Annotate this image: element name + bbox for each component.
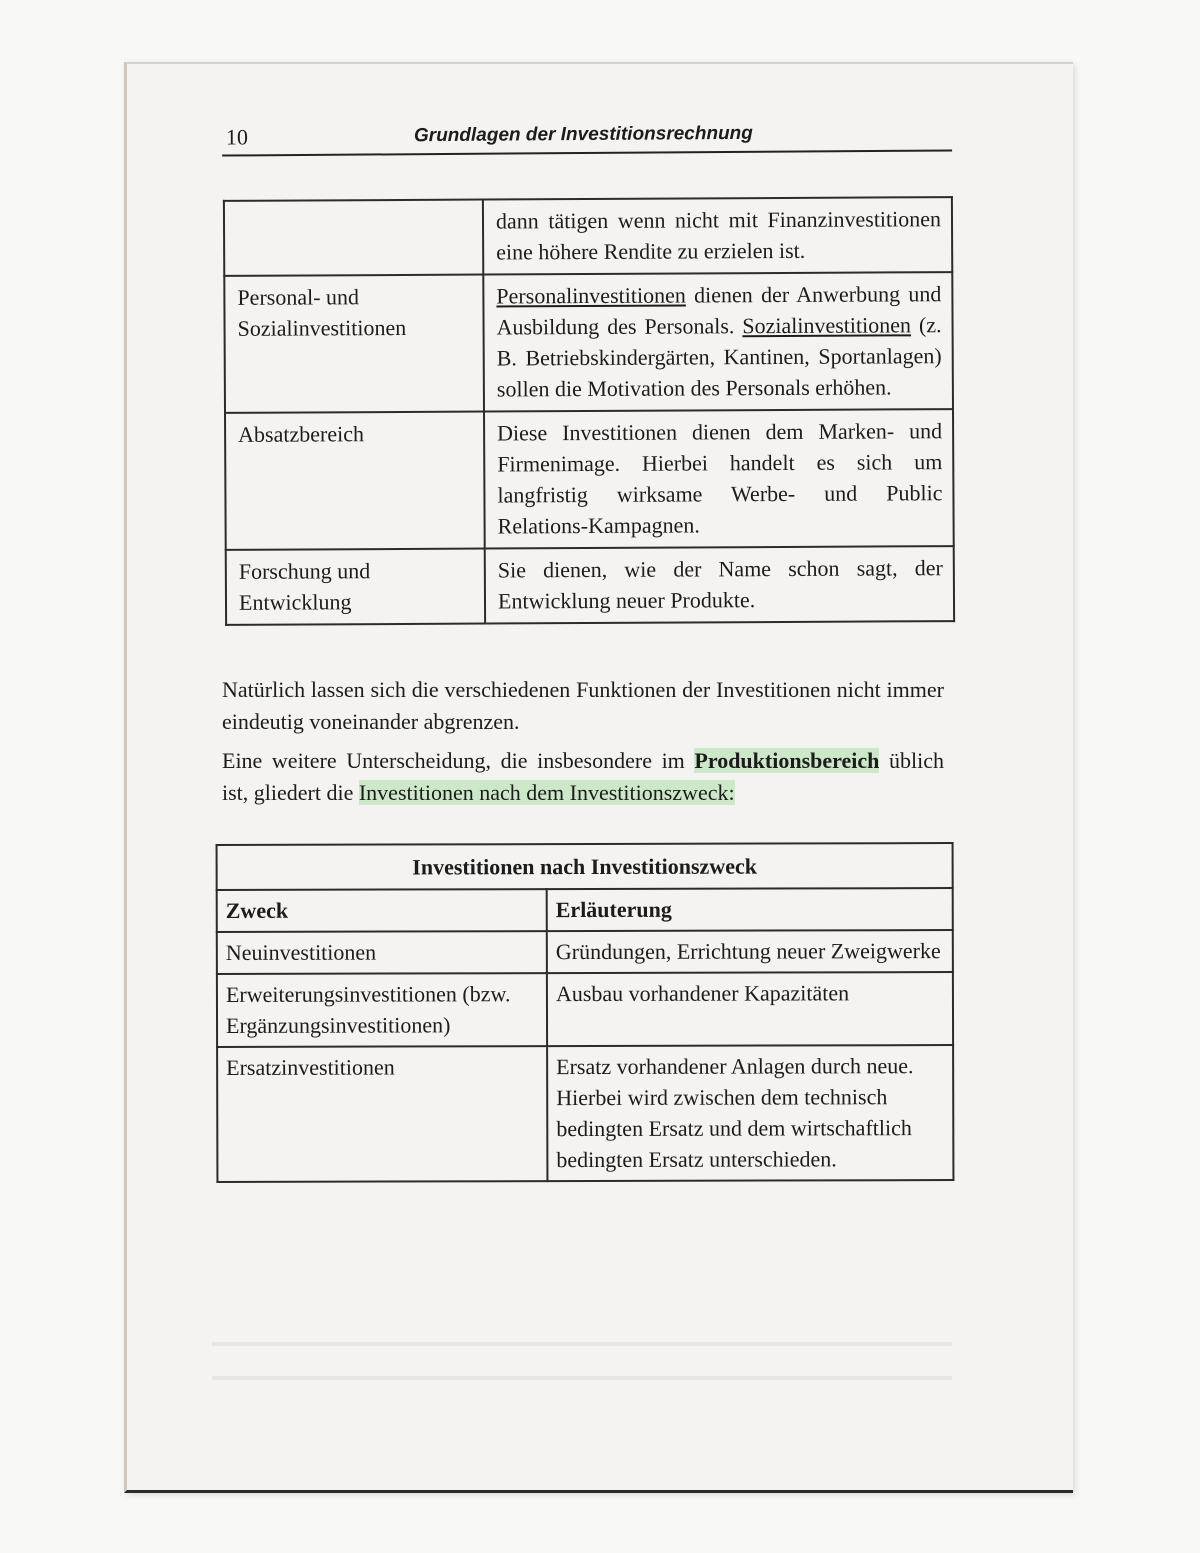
- column-header-erlaeuterung: Erläuterung: [547, 888, 953, 931]
- functions-table: [223, 196, 955, 626]
- table-header-row: [217, 888, 953, 932]
- table-row: [225, 409, 954, 550]
- running-title: Grundlagen der Investitionsrechnung: [413, 122, 753, 147]
- table-cell-term: Personal- und Sozialinvestitionen: [224, 275, 484, 413]
- underlined-term: Personalinvestitionen: [496, 282, 686, 309]
- table-cell-erlaeuterung: Ersatz vorhandener Anlagen durch neue. Hierbei wird zwischen dem technisch bedingten Ersatz und dem wirtschaftlich bedingten Ersatz unterschieden.: [547, 1045, 953, 1181]
- table-cell-desc: Diese Investitionen dienen dem Marken- und Firmenimage. Hierbei handelt es sich um langfristig wirksame Werbe- und Public Relations-Kampagnen.: [484, 409, 954, 548]
- table-cell-erlaeuterung: Ausbau vorhandener Kapazitäten: [547, 972, 953, 1046]
- paragraph-text: üblich ist, gliedert die: [222, 748, 944, 805]
- table-cell-zweck: Erweiterungsinvestitionen (bzw. Ergänzungsinvestitionen): [217, 973, 547, 1047]
- bold-highlighted-term: Produktionsbereich: [694, 748, 880, 773]
- paragraph-2: [222, 745, 944, 809]
- table-cell-desc: dann tätigen wenn nicht mit Finanzinvestitionen eine höhere Rendite zu erzielen ist.: [483, 197, 952, 274]
- table-row: [224, 272, 953, 413]
- table-caption: Investitionen nach Investitionszweck: [217, 843, 953, 890]
- table-row: [226, 546, 954, 625]
- investment-purpose-table: [216, 842, 955, 1183]
- table-row: [217, 1045, 953, 1182]
- underlined-term: Sozialinvestitionen: [742, 312, 912, 339]
- table-cell-zweck: Neuinvestitionen: [217, 931, 547, 974]
- table-cell-desc: [483, 272, 953, 411]
- table-cell-term: Absatzbereich: [225, 412, 485, 550]
- page-header: [222, 115, 952, 156]
- table-cell-term: [224, 200, 483, 276]
- show-through-texture: [212, 1320, 952, 1410]
- table-cell-zweck: Ersatzinvestitionen: [217, 1046, 547, 1182]
- desc-text: (z. B. Betriebskindergärten, Kantinen, Sportanlagen) sollen die Motivation des Personals erhöhen.: [496, 312, 942, 402]
- highlighted-phrase: Investitionen nach dem Investitionszweck:: [358, 780, 735, 805]
- table-cell-erlaeuterung: Gründungen, Errichtung neuer Zweigwerke: [547, 930, 953, 973]
- table-row: [217, 930, 953, 974]
- table-row: [217, 972, 953, 1047]
- table-cell-desc: Sie dienen, wie der Name schon sagt, der Entwicklung neuer Produkte.: [485, 546, 954, 623]
- paragraph-text: Eine weitere Unterscheidung, die insbesondere im: [222, 748, 695, 773]
- desc-text: dienen der Anwerbung und Ausbildung des Personals.: [496, 281, 942, 340]
- column-header-zweck: Zweck: [217, 889, 547, 932]
- paragraph-1: Natürlich lassen sich die verschiedenen Funktionen der Investitionen nicht immer eindeutig voneinander abgrenzen.: [222, 677, 944, 734]
- table-row: [224, 197, 952, 276]
- table-caption-row: [217, 843, 953, 890]
- page-number: 10: [225, 124, 249, 150]
- table-cell-term: Forschung und Entwicklung: [226, 549, 485, 625]
